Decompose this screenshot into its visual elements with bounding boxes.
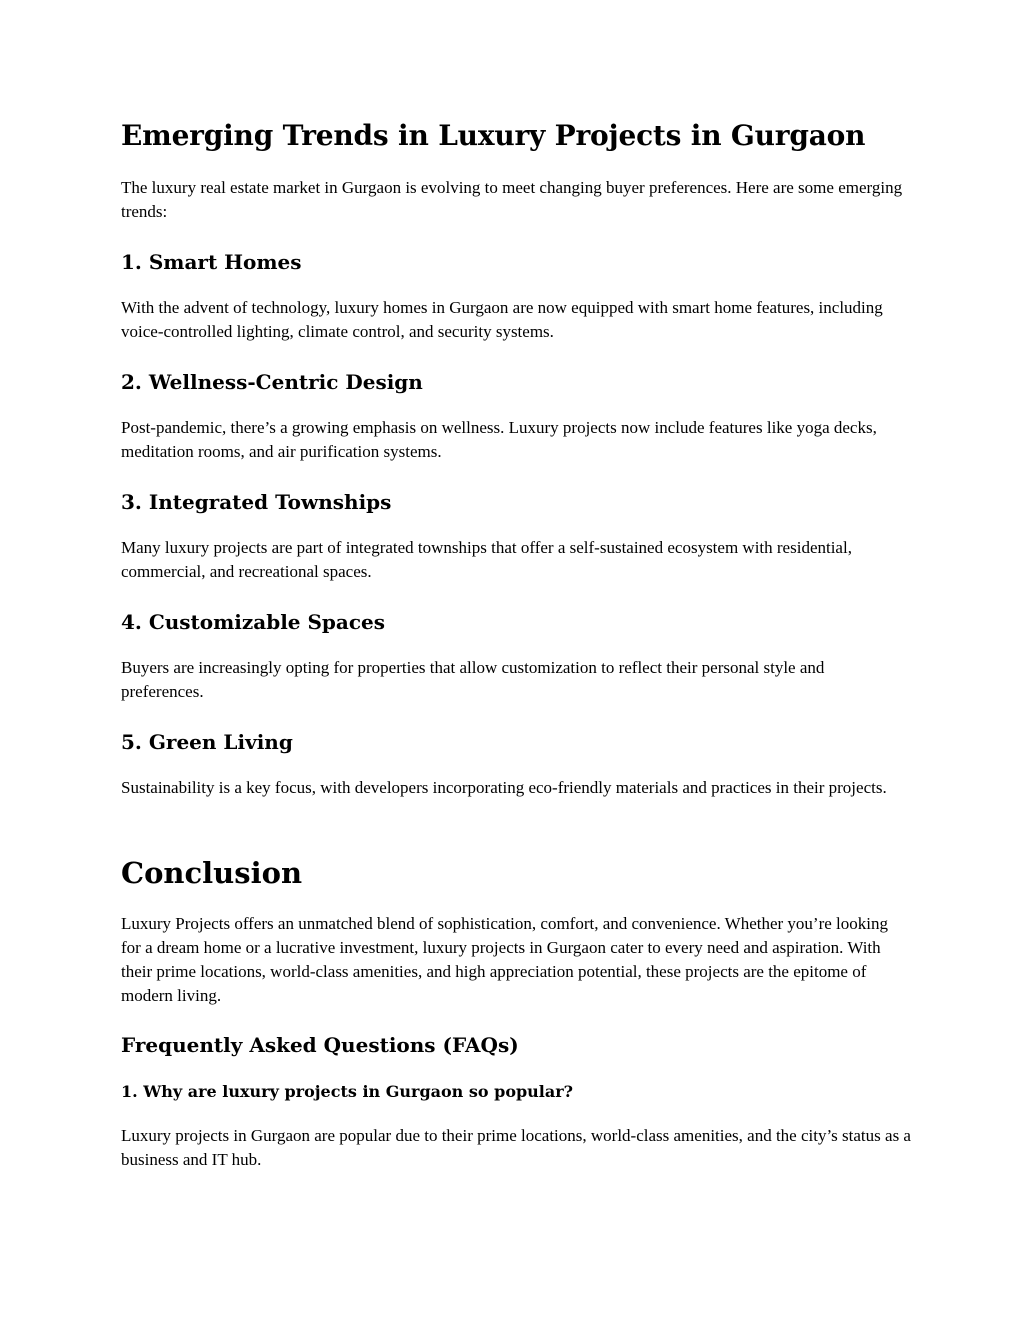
page-title: Emerging Trends in Luxury Projects in Gurgaon bbox=[121, 119, 866, 152]
trend-heading-wellness-centric-design: 2. Wellness-Centric Design bbox=[121, 370, 423, 394]
conclusion-paragraph: Luxury Projects offers an unmatched blend of sophistication, comfort, and convenience. Whether you’re looking for a dream home or a lucrative investment, luxury projects in Gurgaon cater to every need and aspiration. With their prime locations, world-class amenities, and high appreciation potential, these projects are the epitome of modern living. bbox=[121, 914, 888, 1005]
trend-heading-integrated-townships: 3. Integrated Townships bbox=[121, 490, 392, 514]
trend-heading-customizable-spaces: 4. Customizable Spaces bbox=[121, 610, 386, 634]
trend-body-green-living: Sustainability is a key focus, with developers incorporating eco-friendly materials and practices in their projects. bbox=[121, 778, 887, 797]
trend-heading-green-living: 5. Green Living bbox=[121, 730, 293, 754]
trend-body-smart-homes: With the advent of technology, luxury homes in Gurgaon are now equipped with smart home features, including voice-controlled lighting, climate control, and security systems. bbox=[121, 298, 883, 341]
faq-question: 1. Why are luxury projects in Gurgaon so popular? bbox=[121, 1082, 574, 1101]
intro-paragraph: The luxury real estate market in Gurgaon is evolving to meet changing buyer preferences. Here are some emerging trends: bbox=[121, 178, 903, 221]
trend-body-customizable-spaces: Buyers are increasingly opting for properties that allow customization to reflect their personal style and preferences. bbox=[121, 658, 825, 701]
faq-heading: Frequently Asked Questions (FAQs) bbox=[121, 1033, 519, 1057]
trend-body-integrated-townships: Many luxury projects are part of integrated townships that offer a self-sustained ecosystem with residential, commercial, and recreational spaces. bbox=[121, 538, 852, 581]
trend-body-wellness-centric-design: Post-pandemic, there’s a growing emphasis on wellness. Luxury projects now include features like yoga decks, meditation rooms, and air purification systems. bbox=[121, 418, 877, 461]
faq-answer: Luxury projects in Gurgaon are popular due to their prime locations, world-class amenities, and the city’s status as a business and IT hub. bbox=[121, 1126, 911, 1169]
trend-heading-smart-homes: 1. Smart Homes bbox=[121, 250, 302, 274]
conclusion-heading: Conclusion bbox=[121, 856, 303, 890]
